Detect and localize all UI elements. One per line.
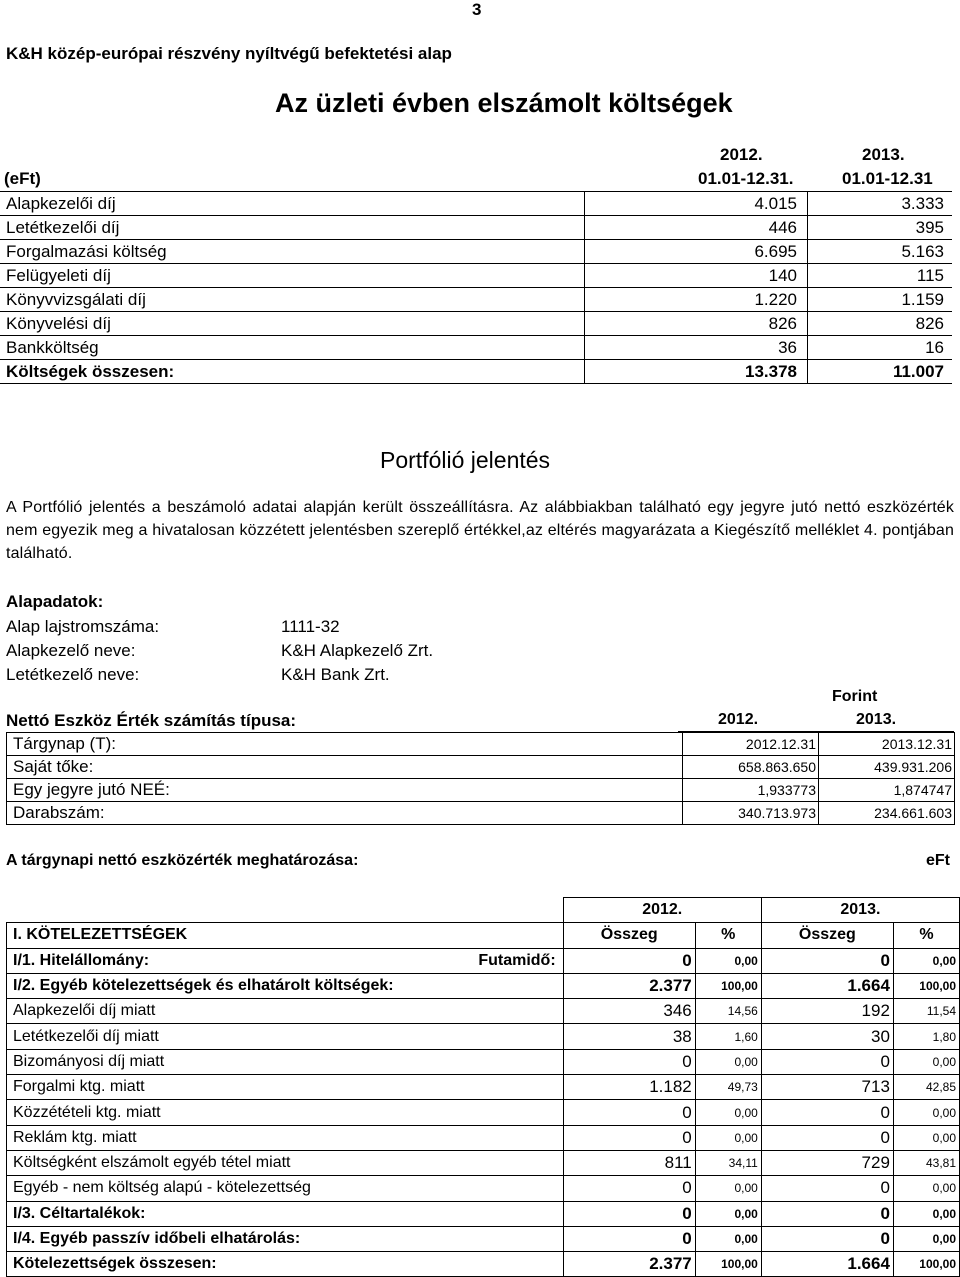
- liability-label-text: Egyéb - nem költség alapú - kötelezettség: [13, 1179, 311, 1197]
- pct-2012: 0,00: [695, 1100, 761, 1125]
- amount-2013: 713: [761, 1075, 893, 1100]
- nav-row-label: Saját tőke:: [7, 756, 683, 779]
- basic-label-registry: Alap lajstromszáma:: [6, 617, 160, 636]
- table-row: [7, 999, 960, 1024]
- liability-label: [7, 1226, 564, 1251]
- pct-2012: 14,56: [695, 999, 761, 1024]
- amount-2012: 0: [563, 1226, 695, 1251]
- amount-2012: 0: [563, 1049, 695, 1074]
- liability-label: [7, 999, 564, 1024]
- liability-label: [7, 1100, 564, 1125]
- nav-row-label: Tárgynap (T):: [7, 733, 683, 756]
- basic-value-manager: K&H Alapkezelő Zrt.: [281, 641, 434, 660]
- table-row: [0, 240, 952, 264]
- portfolio-paragraph: A Portfólió jelentés a beszámoló adatai alapján került összeállításra. Az alábbiakban található egy jegyre jutó nettó eszközérték nem egyezik meg a hivatalosan közzétett jelentésben szereplő értékkel,az eltérés magyarázata a Kiegészítő melléklet 4. pontjában található.: [6, 499, 954, 562]
- pct-2012: 34,11: [695, 1150, 761, 1175]
- cost-value-2012: 4.015: [585, 192, 808, 216]
- liability-label-text: Forgalmi ktg. miatt: [13, 1078, 145, 1096]
- costs-unit: (eFt): [4, 169, 41, 188]
- amount-2012: 0: [563, 1100, 695, 1125]
- pct-2013: 100,00: [893, 1252, 959, 1277]
- liability-label: [7, 1024, 564, 1049]
- liability-label: [7, 1252, 564, 1277]
- table-row: [7, 779, 955, 802]
- table-row: [7, 1024, 960, 1049]
- pct-2013: 42,85: [893, 1075, 959, 1100]
- table-row: [7, 1226, 960, 1251]
- pct-2012: 0,00: [695, 1049, 761, 1074]
- year-2012-header: 2012.: [563, 898, 761, 923]
- amount-2012: 0: [563, 1176, 695, 1201]
- portfolio-title: Portfólió jelentés: [380, 447, 551, 473]
- cost-value-2012: 826: [585, 312, 808, 336]
- cost-value-2013: 5.163: [808, 240, 953, 264]
- table-row: [7, 948, 960, 973]
- col1-year: 2012.: [720, 145, 763, 164]
- pct-2012: 0,00: [695, 948, 761, 973]
- table-row: [7, 756, 955, 779]
- table-row: [7, 1176, 960, 1201]
- amount-2013: 1.664: [761, 973, 893, 998]
- cost-total-label: Költségek összesen:: [0, 360, 585, 384]
- nav-value-2013: 234.661.603: [819, 802, 955, 825]
- nav-col2: 2013.: [856, 711, 897, 728]
- nav-heading: Nettó Eszköz Érték számítás típusa:: [6, 711, 297, 730]
- basic-label-manager: Alapkezelő neve:: [6, 641, 136, 660]
- liability-label: [7, 1176, 564, 1201]
- liabilities-heading: A tárgynapi nettó eszközérték meghatározása:: [6, 852, 359, 869]
- liability-label: [7, 948, 564, 973]
- pct-2013: 0,00: [893, 1100, 959, 1125]
- amount-2013: 0: [761, 1049, 893, 1074]
- pct-2012: 100,00: [695, 1252, 761, 1277]
- pct-2012: 100,00: [695, 973, 761, 998]
- cost-value-2012: 1.220: [585, 288, 808, 312]
- section-label: I. KÖTELEZETTSÉGEK: [7, 923, 564, 948]
- table-row: [7, 733, 955, 756]
- nav-currency: Forint: [832, 688, 878, 705]
- amount-2012: 2.377: [563, 973, 695, 998]
- cost-value-2013: 16: [808, 336, 953, 360]
- col2-year: 2013.: [862, 145, 905, 164]
- table-row: [7, 1125, 960, 1150]
- amount-2013: 30: [761, 1024, 893, 1049]
- nav-value-2013: 439.931.206: [819, 756, 955, 779]
- futamido-label: Futamidő:: [478, 951, 556, 969]
- cost-label: Alapkezelői díj: [0, 192, 585, 216]
- amount-2013: 0: [761, 1176, 893, 1201]
- cost-total-2013: 11.007: [808, 360, 953, 384]
- nav-col1: 2012.: [718, 711, 759, 728]
- liabilities-unit: eFt: [926, 852, 950, 869]
- table-row: [7, 1075, 960, 1100]
- nav-row-label: Darabszám:: [7, 802, 683, 825]
- nav-value-2012: 658.863.650: [683, 756, 819, 779]
- table-row: [7, 802, 955, 825]
- liability-label-text: Bizományosi díj miatt: [13, 1052, 165, 1070]
- liability-label-text: I/3. Céltartalékok:: [13, 1204, 146, 1222]
- pct-2013: 0,00: [893, 1226, 959, 1251]
- liabilities-table: [6, 897, 960, 1277]
- cost-label: Letétkezelői díj: [0, 216, 585, 240]
- cost-value-2013: 826: [808, 312, 953, 336]
- cost-label: Bankköltség: [0, 336, 585, 360]
- amount-2013: 0: [761, 948, 893, 973]
- nav-value-2013: 2013.12.31: [819, 733, 955, 756]
- pct-2012: 0,00: [695, 1201, 761, 1226]
- liability-label-text: Költségként elszámolt egyéb tétel miatt: [13, 1154, 291, 1172]
- pct-2013: 0,00: [893, 1201, 959, 1226]
- cost-total-2012: 13.378: [585, 360, 808, 384]
- amount-2013: 0: [761, 1100, 893, 1125]
- amount-header-2012: Összeg: [563, 923, 695, 948]
- liability-label-text: I/1. Hitelállomány:: [13, 951, 150, 969]
- table-row: [7, 1150, 960, 1175]
- cost-value-2012: 140: [585, 264, 808, 288]
- basic-value-custodian: K&H Bank Zrt.: [281, 665, 390, 684]
- table-row: [7, 1049, 960, 1074]
- cost-label: Felügyeleti díj: [0, 264, 585, 288]
- pct-header-2013: %: [893, 923, 959, 948]
- nav-value-2012: 2012.12.31: [683, 733, 819, 756]
- pct-2013: 11,54: [893, 999, 959, 1024]
- pct-header-2012: %: [695, 923, 761, 948]
- year-2013-header: 2013.: [761, 898, 959, 923]
- amount-2013: 192: [761, 999, 893, 1024]
- nav-row-label: Egy jegyre jutó NEÉ:: [7, 779, 683, 802]
- amount-2012: 346: [563, 999, 695, 1024]
- amount-2013: 0: [761, 1201, 893, 1226]
- amount-2013: 729: [761, 1150, 893, 1175]
- col1-period: 01.01-12.31.: [698, 169, 794, 188]
- amount-2012: 1.182: [563, 1075, 695, 1100]
- liability-label: [7, 1150, 564, 1175]
- table-row: [0, 336, 952, 360]
- cost-label: Könyvelési díj: [0, 312, 585, 336]
- amount-2012: 0: [563, 1201, 695, 1226]
- liability-label-text: Közzétételi ktg. miatt: [13, 1103, 161, 1121]
- table-row: [0, 192, 952, 216]
- liability-label-text: Kötelezettségek összesen:: [13, 1255, 217, 1273]
- basic-value-registry: 1111-32: [281, 617, 340, 636]
- pct-2013: 1,80: [893, 1024, 959, 1049]
- pct-2012: 0,00: [695, 1176, 761, 1201]
- amount-2013: 0: [761, 1125, 893, 1150]
- liability-label: [7, 1049, 564, 1074]
- liability-label: [7, 1075, 564, 1100]
- table-row: [0, 288, 952, 312]
- column-header-row: [7, 923, 960, 948]
- col2-period: 01.01-12.31: [842, 169, 933, 188]
- pct-2013: 100,00: [893, 973, 959, 998]
- table-row: [7, 1100, 960, 1125]
- pct-2012: 0,00: [695, 1125, 761, 1150]
- amount-2013: 1.664: [761, 1252, 893, 1277]
- pct-2012: 0,00: [695, 1226, 761, 1251]
- pct-2013: 0,00: [893, 948, 959, 973]
- amount-2012: 811: [563, 1150, 695, 1175]
- costs-table: [0, 191, 952, 384]
- total-row: [0, 360, 952, 384]
- pct-2012: 1,60: [695, 1024, 761, 1049]
- pct-2013: 0,00: [893, 1125, 959, 1150]
- liability-label-text: I/4. Egyéb passzív időbeli elhatárolás:: [13, 1230, 301, 1247]
- nav-value-2012: 1,933773: [683, 779, 819, 802]
- page-number: 3: [472, 0, 482, 19]
- cost-value-2012: 446: [585, 216, 808, 240]
- pct-2013: 43,81: [893, 1150, 959, 1175]
- nav-value-2012: 340.713.973: [683, 802, 819, 825]
- amount-2012: 0: [563, 948, 695, 973]
- blank-cell: [7, 898, 564, 923]
- basic-data-heading: Alapadatok:: [6, 592, 104, 611]
- cost-value-2012: 6.695: [585, 240, 808, 264]
- nav-table: [6, 732, 955, 825]
- table-row: [7, 1252, 960, 1277]
- cost-label: Forgalmazási költség: [0, 240, 585, 264]
- cost-value-2012: 36: [585, 336, 808, 360]
- pct-2013: 0,00: [893, 1176, 959, 1201]
- cost-value-2013: 3.333: [808, 192, 953, 216]
- amount-2012: 2.377: [563, 1252, 695, 1277]
- cost-value-2013: 1.159: [808, 288, 953, 312]
- pct-2013: 0,00: [893, 1049, 959, 1074]
- amount-2012: 0: [563, 1125, 695, 1150]
- liability-label-text: I/2. Egyéb kötelezettségek és elhatárolt költségek:: [13, 977, 394, 995]
- table-row: [0, 216, 952, 240]
- liability-label: [7, 1125, 564, 1150]
- cost-label: Könyvvizsgálati díj: [0, 288, 585, 312]
- costs-title: Az üzleti évben elszámolt költségek: [275, 88, 733, 118]
- amount-2012: 38: [563, 1024, 695, 1049]
- basic-label-custodian: Letétkezelő neve:: [6, 665, 140, 684]
- table-row: [0, 312, 952, 336]
- cost-value-2013: 395: [808, 216, 953, 240]
- pct-2012: 49,73: [695, 1075, 761, 1100]
- liability-label-text: Letétkezelői díj miatt: [13, 1027, 159, 1045]
- year-header-row: [7, 898, 960, 923]
- table-row: [7, 973, 960, 998]
- liability-label: [7, 973, 564, 998]
- fund-name: K&H közép-európai részvény nyíltvégű befektetési alap: [6, 44, 452, 63]
- liability-label-text: Reklám ktg. miatt: [13, 1128, 137, 1146]
- amount-2013: 0: [761, 1226, 893, 1251]
- table-row: [0, 264, 952, 288]
- cost-value-2013: 115: [808, 264, 953, 288]
- amount-header-2013: Összeg: [761, 923, 893, 948]
- liability-label-text: Alapkezelői díj miatt: [13, 1002, 156, 1020]
- nav-value-2013: 1,874747: [819, 779, 955, 802]
